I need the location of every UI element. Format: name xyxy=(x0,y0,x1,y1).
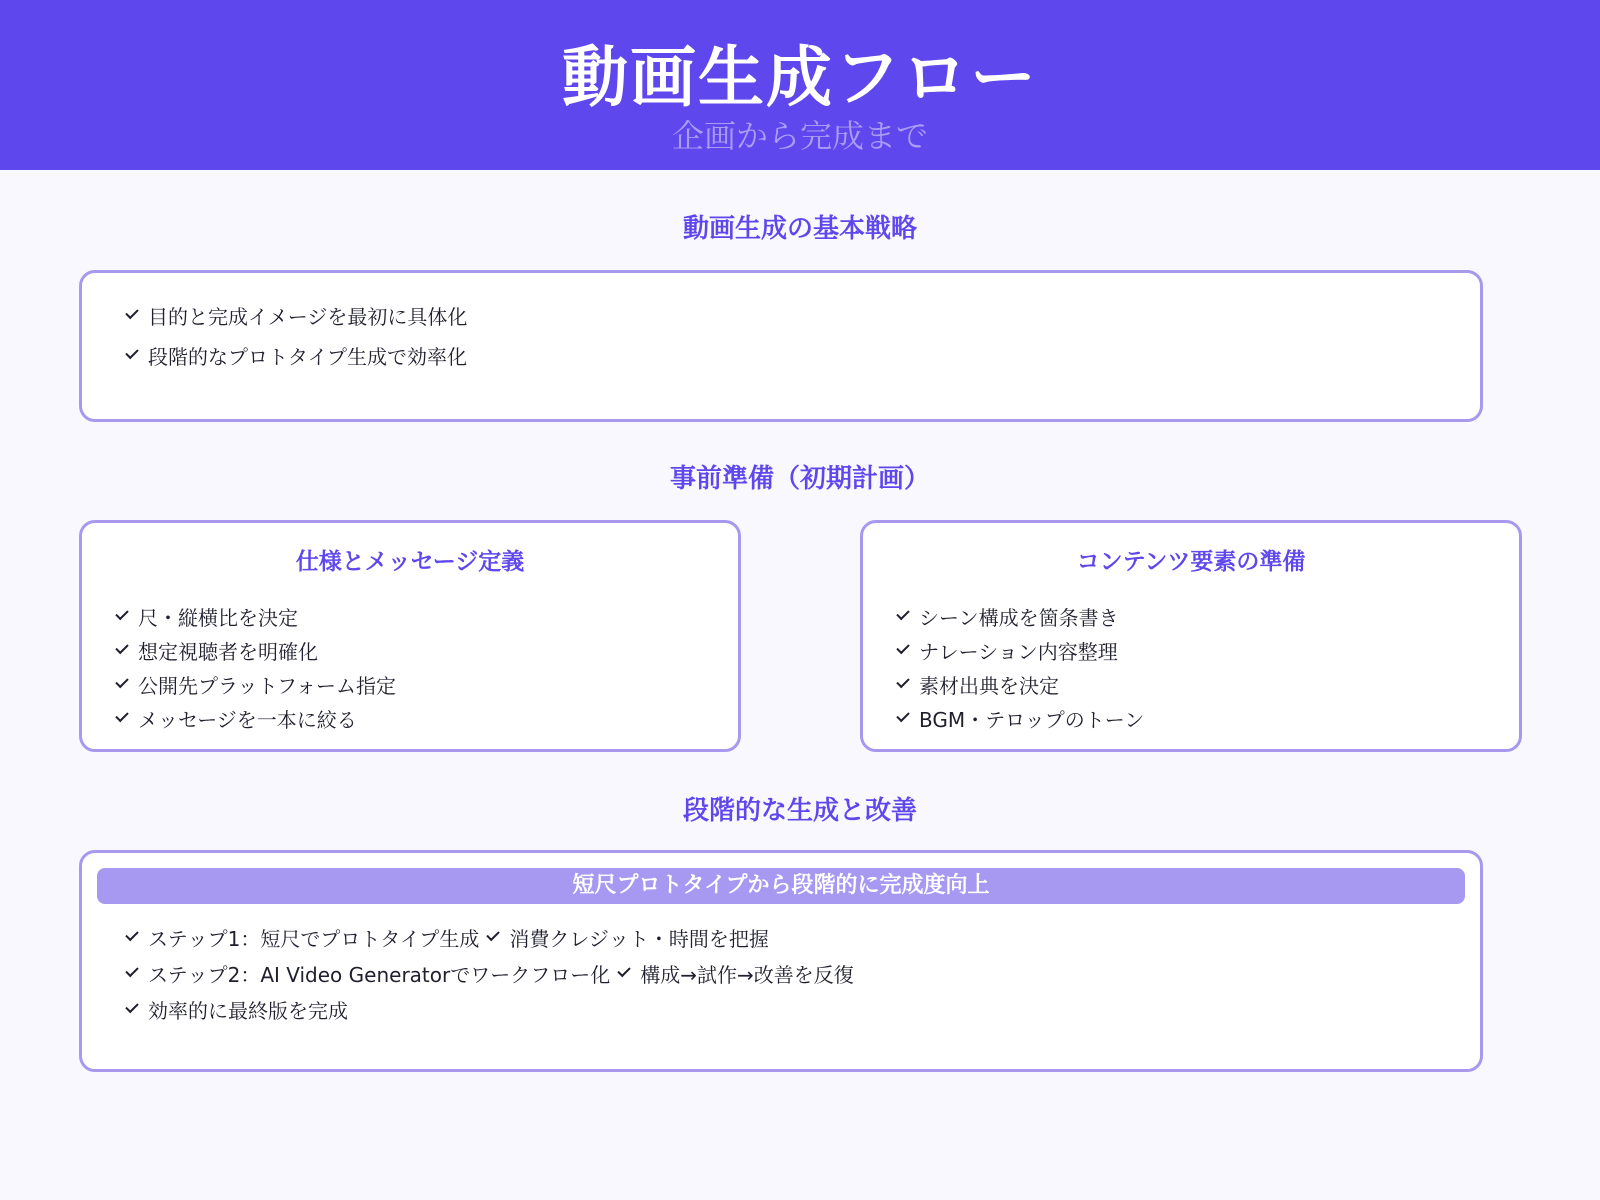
content-card xyxy=(860,520,1522,752)
check-icon xyxy=(618,963,631,976)
check-icon xyxy=(896,674,909,687)
check-icon xyxy=(125,305,138,318)
check-icon xyxy=(115,640,128,653)
list-item: 目的と完成イメージを最初に具体化 xyxy=(124,295,467,335)
list-item: 尺・縦横比を決定 xyxy=(114,599,396,633)
check-icon xyxy=(115,708,128,721)
list-item: ナレーション内容整理 xyxy=(895,633,1144,667)
list-item: BGM・テロップのトーン xyxy=(895,701,1144,735)
check-icon xyxy=(125,927,138,940)
check-icon xyxy=(115,674,128,687)
page-title: 動画生成フロー xyxy=(562,39,1038,116)
check-icon xyxy=(487,927,500,940)
page-subtitle: 企画から完成まで xyxy=(671,117,928,155)
list-item: メッセージを一本に絞る xyxy=(114,701,396,735)
check-icon xyxy=(115,606,128,619)
header xyxy=(0,0,1600,170)
strategy-card xyxy=(79,270,1483,422)
check-icon xyxy=(125,999,138,1012)
list-item: 段階的なプロトタイプ生成で効率化 xyxy=(124,335,467,375)
list-item: ステップ2：AI Video Generatorでワークフロー化 構成→試作→改善を反復 xyxy=(124,955,854,991)
content-list xyxy=(895,599,1144,735)
list-item: ステップ1：短尺でプロトタイプ生成 消費クレジット・時間を把握 xyxy=(124,919,854,955)
check-icon xyxy=(896,708,909,721)
strategy-list xyxy=(124,295,467,375)
iteration-heading: 段階的な生成と改善 xyxy=(682,796,917,826)
list-item: シーン構成を箇条書き xyxy=(895,599,1144,633)
iteration-banner: 短尺プロトタイプから段階的に完成度向上 xyxy=(97,868,1465,904)
prep-heading: 事前準備（初期計画） xyxy=(669,464,930,494)
iteration-card xyxy=(79,850,1483,1072)
check-icon xyxy=(896,606,909,619)
check-icon xyxy=(125,345,138,358)
list-item: 効率的に最終版を完成 xyxy=(124,991,854,1027)
list-item: 想定視聴者を明確化 xyxy=(114,633,396,667)
iteration-list xyxy=(124,919,854,1027)
check-icon xyxy=(125,963,138,976)
list-item: 素材出典を決定 xyxy=(895,667,1144,701)
spec-card xyxy=(79,520,741,752)
strategy-heading: 動画生成の基本戦略 xyxy=(682,214,917,244)
spec-card-title: 仕様とメッセージ定義 xyxy=(295,549,525,575)
spec-list xyxy=(114,599,396,735)
content-card-title: コンテンツ要素の準備 xyxy=(1076,549,1306,575)
check-icon xyxy=(896,640,909,653)
list-item: 公開先プラットフォーム指定 xyxy=(114,667,396,701)
